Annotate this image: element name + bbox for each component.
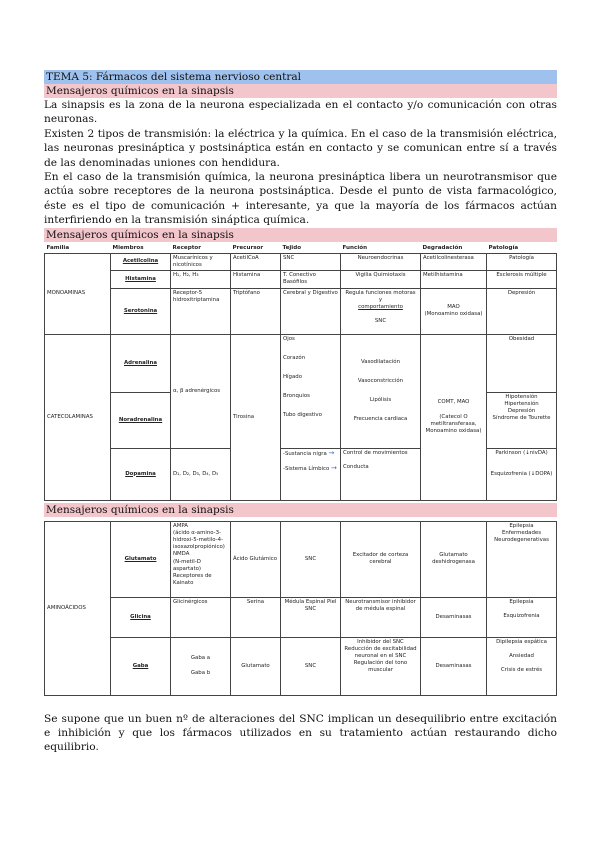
cell-patologia: Patología xyxy=(487,253,557,270)
member-adrenalina: Adrenalina xyxy=(111,334,171,392)
cell-degradacion xyxy=(421,334,487,500)
cell-funcion: Vigilia Quimiotaxis xyxy=(341,271,421,288)
cell-patologia xyxy=(487,448,557,500)
cell-patologia xyxy=(487,521,557,597)
cell-tejido: SNC xyxy=(281,521,341,597)
family-catecolaminas: CATECOLAMINAS xyxy=(45,334,111,500)
header-tejido: Tejido xyxy=(281,244,341,254)
funcion-line: comportamiento xyxy=(358,304,403,311)
degradacion-line: COMT, MAO xyxy=(437,399,470,406)
member-gaba: Gaba xyxy=(111,637,171,695)
tejido-line: -Sustancia nigra xyxy=(283,450,327,457)
receptor-line: Gaba a xyxy=(190,655,211,662)
cell-precursor: Histamina xyxy=(231,271,281,288)
cell-receptor: Glicinérgicos xyxy=(171,597,231,637)
receptor-line: NMDA xyxy=(173,551,190,558)
cell-degradacion: Metilhistamina xyxy=(421,271,487,288)
receptor-line: (ácido α-amino-3-hidroxi-5-metilo-4-isoxazolpropiónico) xyxy=(173,529,225,551)
cell-tejido: Médula Espinal Piel SNC xyxy=(281,597,341,637)
cell-precursor: Triptófano xyxy=(231,288,281,334)
cell-receptor: α, β adrenérgicos xyxy=(171,334,231,448)
member-acetilcolina: Acetilcolina xyxy=(111,253,171,270)
header-precursor: Precursor xyxy=(231,244,281,254)
member-glutamato: Glutamato xyxy=(111,521,171,597)
cell-precursor: Ácido Glutámico xyxy=(231,521,281,597)
header-familia: Familia xyxy=(45,244,111,254)
patologia-line: Hipotensión xyxy=(505,393,538,400)
table-row xyxy=(45,637,557,695)
section-heading-3: Mensajeros químicos en la sinapsis xyxy=(44,503,557,517)
funcion-line: Vasodilatación xyxy=(361,358,400,365)
funcion-line: SNC xyxy=(374,318,387,325)
funcion-line: Control de movimientos xyxy=(343,449,408,456)
paragraph-1: La sinapsis es la zona de la neurona especializada en el contacto y/o comunicación con otras neuronas. xyxy=(44,99,557,126)
table-row xyxy=(45,334,557,392)
cell-funcion xyxy=(341,334,421,448)
header-miembros: Miembros xyxy=(111,244,171,254)
funcion-line: Lipólisis xyxy=(369,397,392,404)
table-row xyxy=(45,521,557,597)
cell-receptor xyxy=(171,521,231,597)
cell-tejido xyxy=(281,448,341,500)
table-row xyxy=(45,288,557,334)
family-monoaminas: MONOAMINAS xyxy=(45,253,111,334)
patologia-line: Epilepsia xyxy=(509,522,534,529)
cell-funcion: Neurotransmisor inhibidor de médula espinal xyxy=(341,597,421,637)
tejido-line: Ojos xyxy=(283,335,295,342)
patologia-line: Esquizofrenia xyxy=(503,613,540,620)
patologia-line: Parkinson (↓nivDA) xyxy=(495,449,548,456)
tejido-line: Bronquios xyxy=(283,393,310,400)
cell-tejido: T. Conectivo Basófilos xyxy=(281,271,341,288)
table-row xyxy=(45,253,557,270)
patologia-line: Dipilepsia espática xyxy=(496,638,547,645)
cell-degradacion: Acetilcolinesterasa xyxy=(421,253,487,270)
cell-tejido: Cerebral y Digestivo xyxy=(281,288,341,334)
cell-patologia xyxy=(487,392,557,448)
funcion-line: Conducta xyxy=(343,464,369,471)
table-header-row xyxy=(45,244,557,254)
cell-patologia xyxy=(487,597,557,637)
paragraph-3: En el caso de la transmisión química, la neurona presináptica libera un neurotransmisor que actúa sobre receptores de la neurona postsináptica. Desde el punto de vista farmacológico, éste es el tipo de comunicación + interesante, ya que la mayoría de los fármacos actúan interfiriendo en la transmisión sináptica química. xyxy=(44,171,557,227)
tejido-line: -Sistema Límbico xyxy=(283,466,330,473)
funcion-line: Vasoconstricción xyxy=(357,377,404,384)
section-heading-1: Mensajeros químicos en la sinapsis xyxy=(44,84,557,98)
section-heading-2: Mensajeros químicos en la sinapsis xyxy=(44,228,557,242)
arrow-icon: → xyxy=(328,448,335,457)
cell-funcion xyxy=(341,288,421,334)
cell-receptor: H₁, H₂, H₃ xyxy=(171,271,231,288)
neurotransmitter-table xyxy=(44,244,557,501)
receptor-line: Receptores de Kainato xyxy=(173,573,212,587)
cell-receptor: D₁, D₂, D₃, D₄, D₅ xyxy=(171,448,231,500)
member-histamina: Histamina xyxy=(111,271,171,288)
member-glicina: Glicina xyxy=(111,597,171,637)
cell-tejido: SNC xyxy=(281,253,341,270)
aminoacid-table xyxy=(44,521,557,696)
receptor-line: AMPA xyxy=(173,522,188,529)
document-page xyxy=(44,70,557,755)
funcion-line: Frecuencia cardiaca xyxy=(353,416,408,423)
patologia-line: Ansiedad xyxy=(509,653,534,660)
tejido-line: Hígado xyxy=(283,374,302,381)
degradacion-line: (Catecol O metiltransferasa, Monoamino oxidasa) xyxy=(425,413,482,434)
cell-funcion xyxy=(341,448,421,500)
member-noradrenalina: Noradrenalina xyxy=(111,392,171,448)
family-aminoacidos: AMINOÁCIDOS xyxy=(45,521,111,695)
member-serotonina: Serotonina xyxy=(111,288,171,334)
degradacion-line: (Monoamino oxidasa) xyxy=(424,311,483,318)
receptor-line: Gaba b xyxy=(190,669,211,676)
patologia-line: Síndrome de Tourette xyxy=(492,415,551,422)
cell-degradacion: Desaminasas xyxy=(421,637,487,695)
cell-precursor: Glutamato xyxy=(231,637,281,695)
patologia-line: Crisis de estrés xyxy=(500,667,543,674)
tejido-line: Tubo digestivo xyxy=(283,412,322,419)
cell-funcion: Excitador de corteza cerebral xyxy=(341,521,421,597)
header-degradacion: Degradación xyxy=(421,244,487,254)
cell-precursor: AcetilCoA xyxy=(231,253,281,270)
patologia-line: Depresión xyxy=(507,408,536,415)
cell-tejido xyxy=(281,334,341,448)
paragraph-4: Se supone que un buen nº de alteraciones del SNC implican un desequilibrio entre excitación e inhibición y que los fármacos utilizados en su tratamiento actúan restaurando dicho equilibrio. xyxy=(44,712,557,754)
cell-precursor: Tirosina xyxy=(231,334,281,500)
header-funcion: Función xyxy=(341,244,421,254)
header-receptor: Receptor xyxy=(171,244,231,254)
cell-patologia: Depresión xyxy=(487,288,557,334)
patologia-line: Hipertensión xyxy=(504,400,539,407)
cell-patologia: Esclerosis múltiple xyxy=(487,271,557,288)
cell-funcion: Neuroendocrinas xyxy=(341,253,421,270)
cell-patologia: Obesidad xyxy=(487,334,557,392)
cell-patologia xyxy=(487,637,557,695)
page-title: TEMA 5: Fármacos del sistema nervioso central xyxy=(44,70,557,84)
cell-receptor xyxy=(171,637,231,695)
patologia-line: Esquizofrenia (↓DOPA) xyxy=(490,471,553,478)
cell-tejido: SNC xyxy=(281,637,341,695)
header-patologia: Patología xyxy=(487,244,557,254)
degradacion-line: MAO xyxy=(447,303,460,310)
cell-precursor: Serina xyxy=(231,597,281,637)
patologia-line: Enfermedades Neurodegenerativas xyxy=(494,529,549,544)
cell-degradacion: Desaminasas xyxy=(421,597,487,637)
funcion-line: Regula funciones motoras y xyxy=(345,289,416,303)
table-row xyxy=(45,271,557,288)
tejido-line: Corazón xyxy=(283,354,306,361)
cell-receptor: Muscarínicos y nicotínicos xyxy=(171,253,231,270)
arrow-icon: → xyxy=(331,464,337,473)
patologia-line: Epilepsia xyxy=(509,598,534,605)
table-row xyxy=(45,597,557,637)
cell-degradacion: Glutamato deshidrogenasa xyxy=(421,521,487,597)
receptor-line: (N-metil-D aspartato) xyxy=(173,558,201,572)
cell-degradacion xyxy=(421,288,487,334)
paragraph-2: Existen 2 tipos de transmisión: la eléctrica y la química. En el caso de la transmisión eléctrica, las neuronas presináptica y postsináptica están en contacto y se comunican entre sí a través de las denominadas uniones con hendidura. xyxy=(44,127,557,169)
member-dopamina: Dopamina xyxy=(111,448,171,500)
cell-funcion: Inhibidor del SNC Reducción de excitabilidad neuronal en el SNC Regulación del tono muscular xyxy=(341,637,421,695)
cell-receptor: Receptor-5 hidroxitriptamina xyxy=(171,288,231,334)
